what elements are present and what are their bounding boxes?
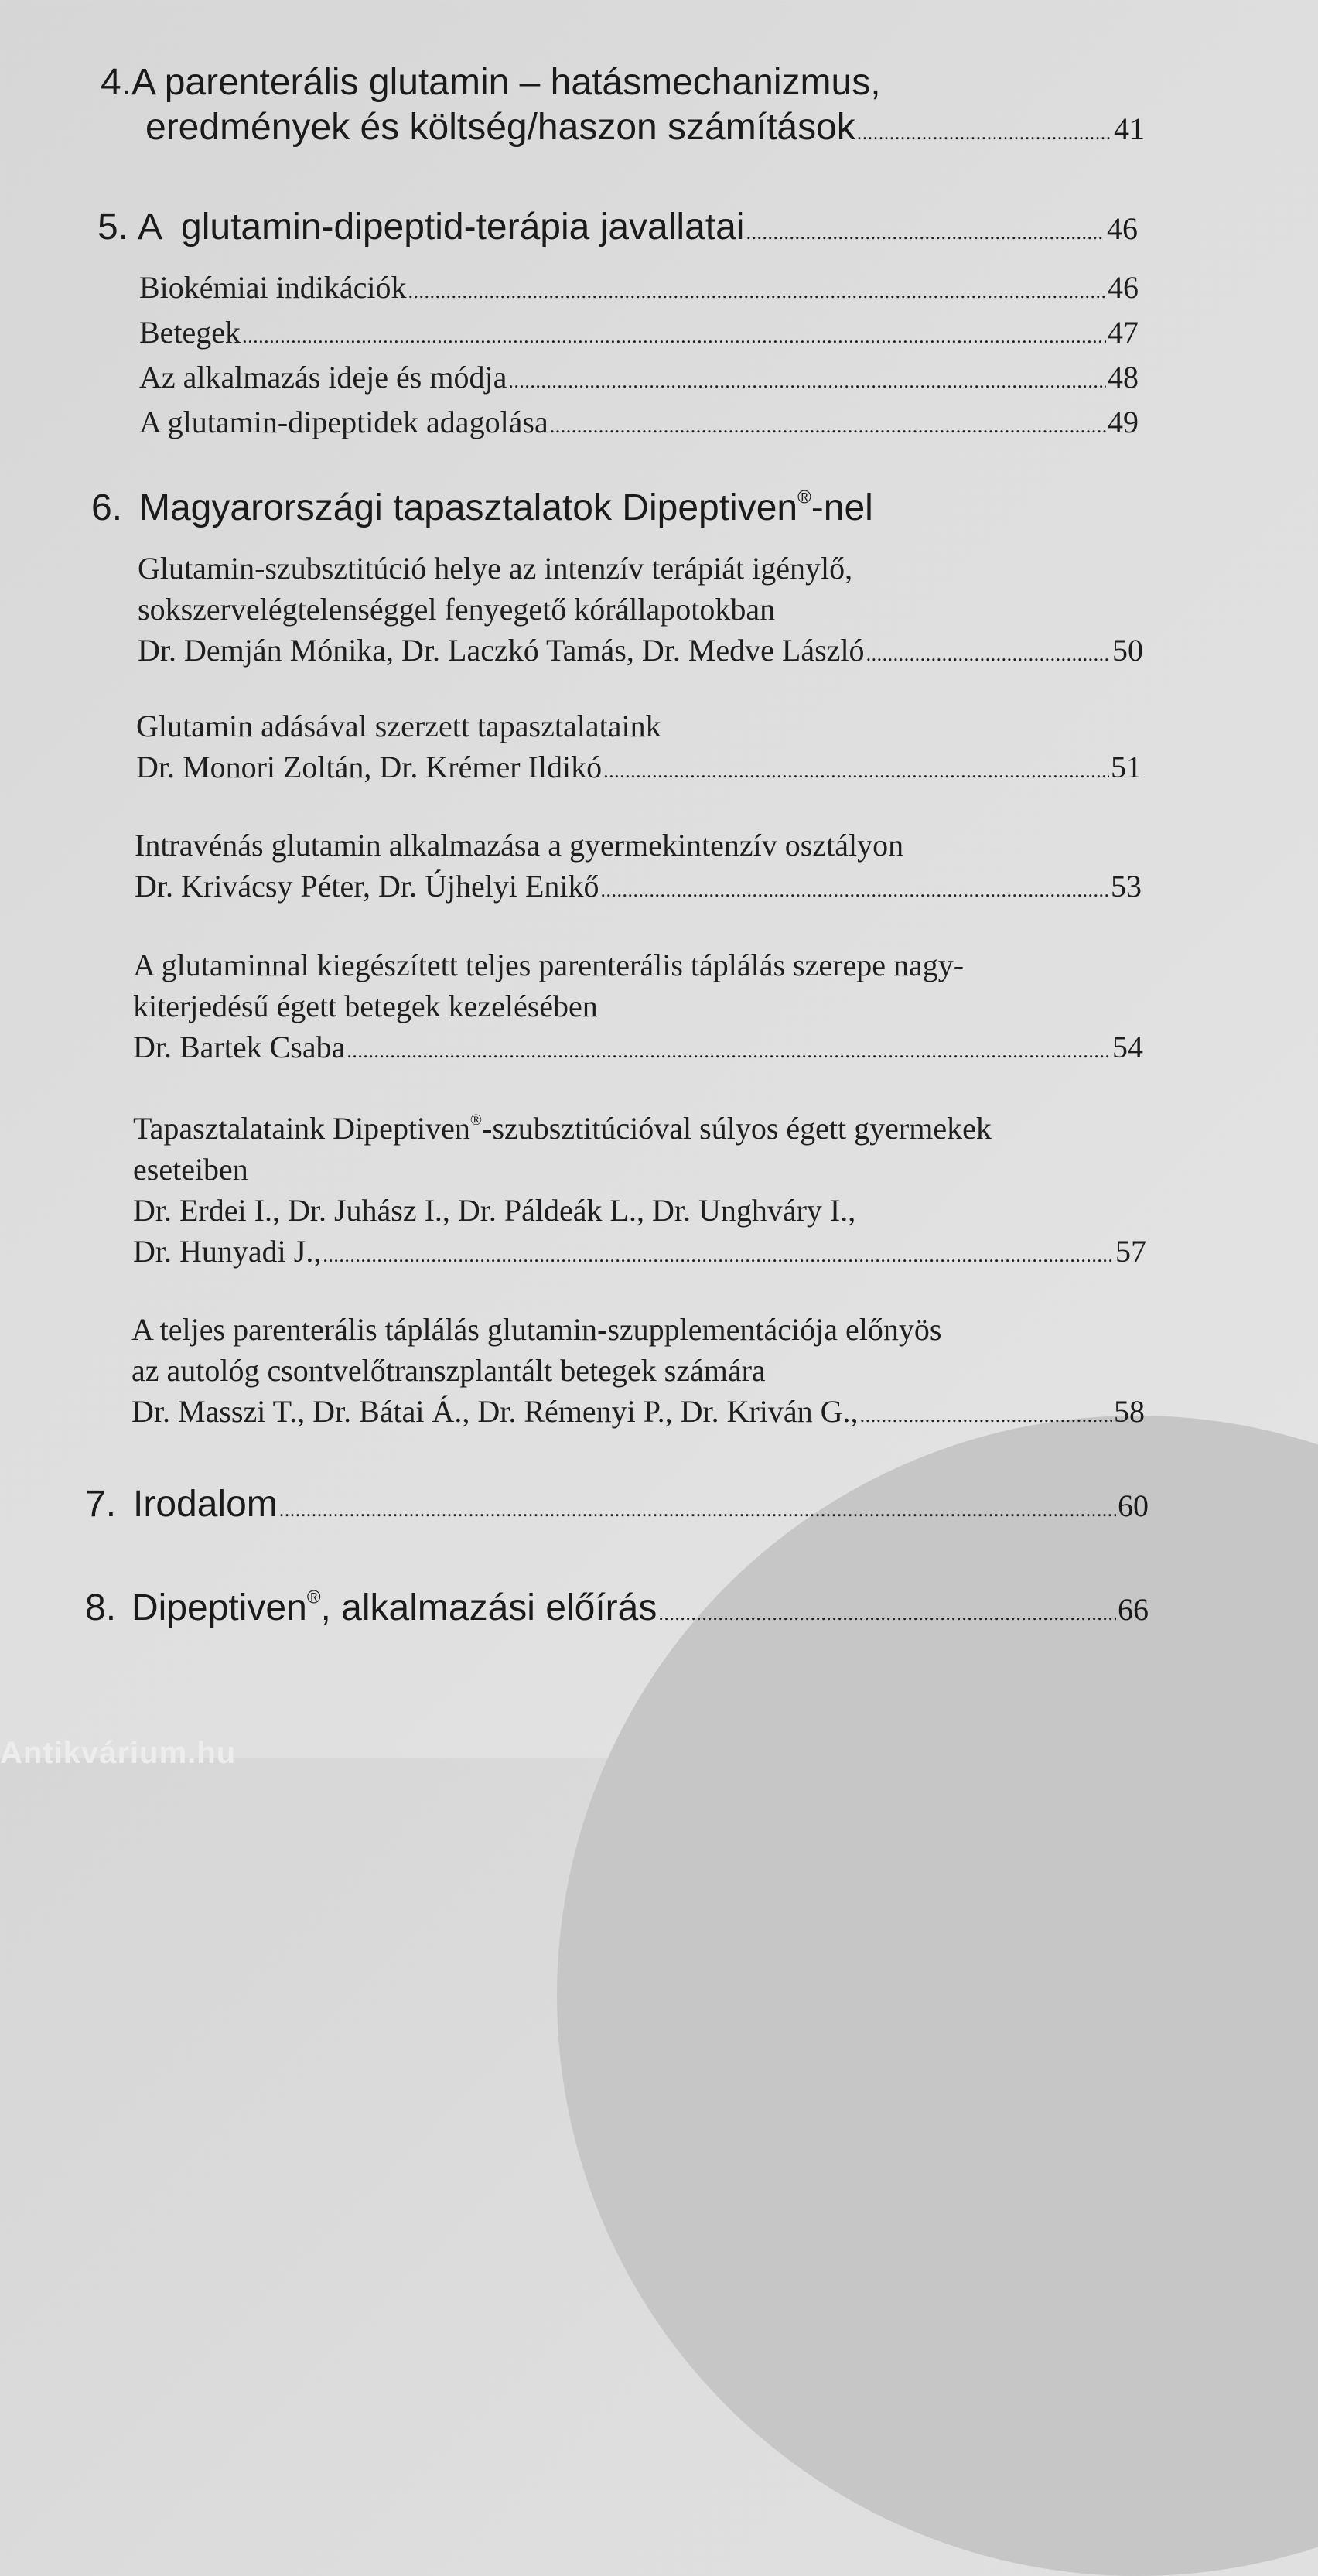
entry-authors: Dr. Monori Zoltán, Dr. Krémer Ildikó — [136, 750, 603, 784]
toc-item[interactable] — [139, 357, 1139, 401]
entry-title-line-1: A glutaminnal kiegészített teljes parenterális táplálás szerepe nagy- — [133, 948, 965, 982]
toc-entry[interactable] — [138, 548, 1143, 675]
entry-authors: Dr. Bartek Csaba — [133, 1030, 346, 1064]
dot-leader — [746, 205, 1105, 255]
entry-authors: Dr. Demján Mónika, Dr. Laczkó Tamás, Dr. Medve László — [138, 633, 865, 668]
item-title: Az alkalmazás ideje és módja — [139, 360, 507, 395]
toc-section-7[interactable] — [85, 1482, 1149, 1532]
entry-title-line-1: Intravénás glutamin alkalmazása a gyermekintenzív osztályon — [135, 828, 904, 863]
registered-mark: ® — [306, 1587, 321, 1608]
dot-leader — [347, 1027, 1111, 1071]
toc-entry[interactable] — [136, 705, 1142, 791]
toc-entry[interactable] — [133, 1108, 1146, 1276]
entry-title-line-2: eseteiben — [133, 1152, 248, 1187]
section-number: 4. — [101, 62, 132, 103]
toc-item[interactable] — [139, 312, 1139, 357]
entry-title-line-1: A teljes parenterális táplálás glutamin-szupplementációja előnyös — [131, 1312, 942, 1347]
registered-mark: ® — [469, 1112, 483, 1129]
section-title: A glutamin-dipeptid-terápia javallatai — [138, 207, 745, 248]
page-number: 48 — [1108, 360, 1139, 395]
page-number: 41 — [1114, 111, 1145, 146]
toc-subsection-list-5 — [139, 267, 1139, 446]
entry-title-line-1: Tapasztalataink Dipeptiven®-szubsztitúcióval súlyos égett gyermekek — [133, 1111, 992, 1146]
section-number: 7. — [85, 1484, 117, 1525]
page-number: 53 — [1111, 869, 1142, 904]
entry-title-line-2: sokszervelégtelenséggel fenyegető kórállapotokban — [138, 592, 776, 627]
page-number: 54 — [1112, 1030, 1143, 1064]
section-number: 5. — [97, 207, 129, 248]
dot-leader — [860, 1391, 1112, 1436]
page-number: 46 — [1107, 211, 1138, 246]
registered-mark: ® — [797, 487, 811, 508]
item-title: Betegek — [139, 315, 241, 350]
section-title: Irodalom — [133, 1484, 278, 1525]
toc-item[interactable] — [139, 267, 1139, 312]
entry-authors: Dr. Krivácsy Péter, Dr. Újhelyi Enikő — [135, 869, 599, 904]
section-title: Dipeptiven®, alkalmazási előírás — [131, 1587, 657, 1628]
dot-leader — [857, 105, 1112, 155]
entry-title-line-2: kiterjedésű égett betegek kezelésében — [133, 989, 598, 1023]
entry-title-line-1: Glutamin-szubsztitúció helye az intenzív terápiát igénylő, — [138, 551, 853, 586]
toc-entry[interactable] — [135, 825, 1142, 910]
toc-entry[interactable] — [133, 945, 1143, 1071]
toc-item[interactable] — [139, 401, 1139, 446]
dot-leader — [508, 357, 1106, 401]
page-number: 50 — [1112, 633, 1143, 668]
page-number: 49 — [1108, 405, 1139, 439]
page-number: 66 — [1118, 1592, 1149, 1627]
toc-section-4[interactable] — [101, 60, 1145, 155]
section-title: Magyarországi tapasztalatok Dipeptiven®-nel — [139, 487, 873, 528]
page-number: 46 — [1108, 270, 1139, 305]
section-number: 8. — [85, 1587, 117, 1628]
entry-authors: Dr. Masszi T., Dr. Bátai Á., Dr. Rémenyi P., Dr. Kriván G., — [131, 1394, 859, 1429]
toc-section-5[interactable] — [97, 205, 1138, 255]
page-number: 60 — [1118, 1488, 1149, 1523]
watermark: Antikvárium.hu — [0, 1736, 237, 1770]
dot-leader — [323, 1231, 1114, 1276]
dot-leader — [866, 630, 1111, 675]
entry-title-line-2: az autológ csontvelőtranszplantált betegek számára — [131, 1353, 766, 1388]
page-number: 57 — [1115, 1234, 1146, 1269]
dot-leader — [603, 746, 1109, 791]
item-title: Biokémiai indikációk — [139, 270, 407, 305]
dot-leader — [601, 866, 1109, 910]
item-title: A glutamin-dipeptidek adagolása — [139, 405, 548, 439]
toc-section-6[interactable] — [91, 486, 1135, 531]
toc-section-8[interactable] — [85, 1586, 1149, 1636]
toc-entry[interactable] — [131, 1309, 1145, 1436]
dot-leader — [242, 312, 1106, 357]
entry-title-line-1: Glutamin adásával szerzett tapasztalataink — [136, 709, 661, 743]
dot-leader — [658, 1586, 1116, 1636]
entry-authors: Dr. Hunyadi J., — [133, 1234, 322, 1269]
section-title-line-1: A parenterális glutamin – hatásmechanizmus, — [131, 62, 881, 103]
section-number: 6. — [91, 487, 123, 528]
page-number: 47 — [1108, 315, 1139, 350]
page-number: 58 — [1114, 1394, 1145, 1429]
page-number: 51 — [1111, 750, 1142, 784]
dot-leader — [550, 401, 1106, 446]
dot-leader — [408, 267, 1107, 312]
entry-authors-line-1: Dr. Erdei I., Dr. Juhász I., Dr. Páldeák L., Dr. Unghváry I., — [133, 1193, 856, 1228]
section-title-line-2: eredmények és költség/haszon számítások — [145, 107, 855, 148]
dot-leader — [279, 1482, 1116, 1532]
